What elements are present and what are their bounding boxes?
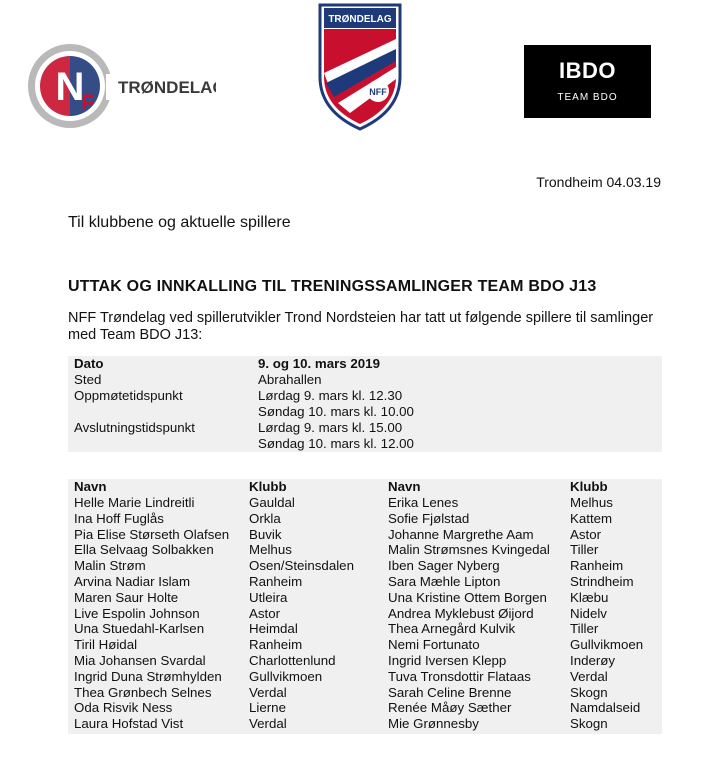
player-club: Skogn bbox=[570, 716, 608, 732]
player-name: Sarah Celine Brenne bbox=[388, 684, 512, 700]
info-label: Oppmøtetidspunkt bbox=[74, 388, 183, 403]
info-value: 9. og 10. mars 2019 bbox=[258, 356, 380, 371]
player-name: Thea Arnegård Kulvik bbox=[388, 621, 516, 637]
svg-text:NFF: NFF bbox=[369, 87, 387, 97]
player-club: Nidelv bbox=[570, 605, 607, 621]
player-name: Pia Elise Størseth Olafsen bbox=[74, 526, 230, 542]
player-name: Johanne Margrethe Aam bbox=[388, 526, 534, 542]
player-name: Nemi Fortunato bbox=[388, 637, 480, 653]
player-name: Una Stuedahl-Karlsen bbox=[74, 621, 205, 637]
svg-text:TRØNDELAG: TRØNDELAG bbox=[118, 78, 216, 97]
column-header-name: Navn bbox=[74, 479, 107, 494]
team-bdo-logo bbox=[524, 45, 651, 118]
player-name: Andrea Myklebust Øijord bbox=[388, 605, 534, 621]
bdo-logo-text: IBDO bbox=[559, 58, 616, 83]
player-club: Ranheim bbox=[249, 637, 303, 653]
column-header-club: Klubb bbox=[249, 479, 287, 494]
player-name: Iben Sager Nyberg bbox=[388, 558, 500, 574]
player-club: Gullvikmoen bbox=[570, 637, 644, 653]
player-club: Tiller bbox=[570, 542, 599, 558]
player-club: Ranheim bbox=[249, 574, 303, 589]
trondelag-crest-logo bbox=[316, 3, 404, 131]
player-club: Strindheim bbox=[570, 574, 634, 589]
player-club: Skogn bbox=[570, 684, 608, 700]
player-name: Maren Saur Holte bbox=[74, 589, 179, 605]
column-header-club: Klubb bbox=[570, 479, 608, 494]
info-value: Abrahallen bbox=[258, 372, 322, 387]
player-club: Melhus bbox=[249, 542, 292, 558]
info-label: Avslutningstidspunkt bbox=[74, 420, 195, 435]
player-name: Thea Grønbech Selnes bbox=[74, 684, 212, 700]
player-name: Malin Strøm bbox=[74, 558, 146, 574]
player-club: Astor bbox=[570, 526, 602, 542]
players-table bbox=[68, 479, 662, 734]
player-name: Laura Hofstad Vist bbox=[74, 716, 184, 732]
player-name: Ella Selvaag Solbakken bbox=[74, 542, 214, 558]
player-name: Sofie Fjølstad bbox=[388, 510, 470, 526]
player-name: Malin Strømsnes Kvingedal bbox=[388, 542, 550, 558]
player-name: Renée Måøy Sæther bbox=[388, 700, 512, 716]
player-name: Oda Risvik Ness bbox=[74, 700, 173, 716]
info-label: Dato bbox=[74, 356, 104, 371]
player-club: Kattem bbox=[570, 510, 613, 526]
player-name: Mie Grønnesby bbox=[388, 716, 479, 732]
player-club: Gullvikmoen bbox=[249, 668, 323, 684]
player-club: Verdal bbox=[570, 668, 608, 684]
player-name: Sara Mæhle Lipton bbox=[388, 574, 501, 589]
player-name: Erika Lenes bbox=[388, 495, 459, 510]
player-club: Orkla bbox=[249, 510, 281, 526]
player-club: Melhus bbox=[570, 495, 613, 510]
player-club: Astor bbox=[249, 605, 281, 621]
player-club: Inderøy bbox=[570, 653, 616, 668]
svg-text:N: N bbox=[55, 65, 85, 109]
player-name: Tuva Tronsdottir Flataas bbox=[388, 668, 531, 684]
info-value: Søndag 10. mars kl. 12.00 bbox=[258, 436, 414, 451]
letter-intro: NFF Trøndelag ved spillerutvikler Trond Nordsteien har tatt ut følgende spillere til samlinger med Team BDO J13: bbox=[68, 310, 654, 343]
player-club: Namdalseid bbox=[570, 700, 641, 716]
player-name: Ingrid Iversen Klepp bbox=[388, 653, 507, 668]
player-club: Lierne bbox=[249, 700, 286, 716]
player-name: Mia Johansen Svardal bbox=[74, 653, 206, 668]
player-club: Charlottenlund bbox=[249, 653, 336, 668]
column-header-name: Navn bbox=[388, 479, 421, 494]
player-name: Ina Hoff Fuglås bbox=[74, 510, 164, 526]
letter-greeting: Til klubbene og aktuelle spillere bbox=[68, 214, 291, 231]
player-name: Helle Marie Lindreitli bbox=[74, 495, 195, 510]
player-name: Una Kristine Ottem Borgen bbox=[388, 589, 547, 605]
info-value: Lørdag 9. mars kl. 15.00 bbox=[258, 420, 403, 435]
svg-text:F: F bbox=[81, 90, 95, 115]
player-club: Verdal bbox=[249, 684, 287, 700]
player-club: Verdal bbox=[249, 716, 287, 732]
info-value: Søndag 10. mars kl. 10.00 bbox=[258, 404, 414, 419]
player-club: Ranheim bbox=[570, 558, 624, 574]
player-club: Buvik bbox=[249, 526, 282, 542]
nff-trondelag-logo bbox=[26, 42, 216, 130]
player-name: Ingrid Duna Strømhylden bbox=[74, 668, 222, 684]
player-name: Arvina Nadiar Islam bbox=[74, 574, 191, 589]
player-club: Utleira bbox=[249, 589, 288, 605]
svg-text:TRØNDELAG: TRØNDELAG bbox=[328, 14, 392, 25]
player-club: Tiller bbox=[570, 621, 599, 637]
player-club: Osen/Steinsdalen bbox=[249, 558, 354, 574]
player-club: Klæbu bbox=[570, 589, 609, 605]
player-club: Gauldal bbox=[249, 495, 295, 510]
session-info-table bbox=[68, 356, 662, 452]
info-value: Lørdag 9. mars kl. 12.30 bbox=[258, 388, 403, 403]
player-club: Heimdal bbox=[249, 621, 298, 637]
info-label: Sted bbox=[74, 372, 102, 387]
bdo-logo-subtext: TEAM BDO bbox=[557, 92, 618, 103]
letter-date: Trondheim 04.03.19 bbox=[536, 174, 661, 190]
player-name: Live Espolin Johnson bbox=[74, 605, 200, 621]
player-name: Tiril Høidal bbox=[74, 637, 138, 653]
letter-title: UTTAK OG INNKALLING TIL TRENINGSSAMLINGER TEAM BDO J13 bbox=[68, 278, 597, 295]
